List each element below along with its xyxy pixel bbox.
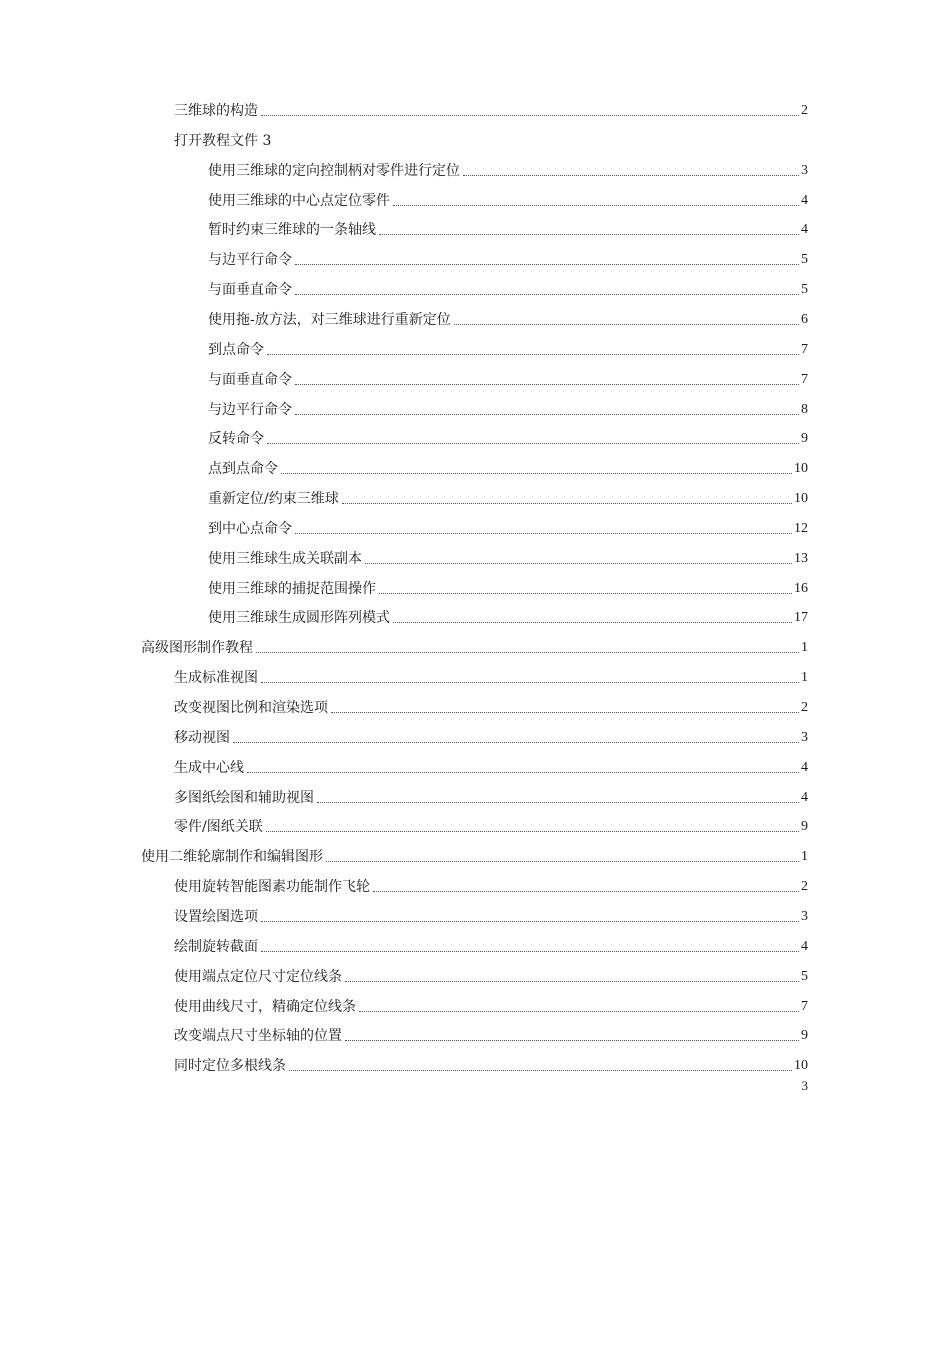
toc-dot-leader (261, 921, 799, 922)
toc-entry[interactable] (141, 836, 808, 866)
toc-dot-leader (233, 742, 799, 743)
toc-entry-label: 生成标准视图 (174, 670, 258, 687)
toc-entry[interactable] (174, 926, 808, 956)
toc-entry[interactable] (174, 747, 808, 777)
toc-entry-label: 使用旋转智能图素功能制作飞轮 (174, 879, 370, 896)
toc-entry-label: 与边平行命令 (208, 252, 292, 269)
toc-entry-page: 4 (801, 222, 808, 238)
toc-entry[interactable] (174, 986, 808, 1016)
toc-entry-label: 使用曲线尺寸，精确定位线条 (174, 998, 356, 1015)
toc-dot-leader (454, 324, 799, 325)
toc-entry-label: 改变视图比例和渲染选项 (174, 700, 328, 716)
toc-entry-label: 到点命令 (208, 341, 264, 358)
toc-entry[interactable] (174, 956, 808, 986)
toc-entry[interactable] (208, 150, 808, 180)
toc-entry-label: 暂时约束三维球的一条轴线 (208, 222, 376, 239)
toc-entry[interactable] (208, 568, 808, 598)
toc-entry-page: 16 (794, 580, 808, 596)
toc-entry-page: 12 (794, 520, 808, 536)
toc-entry[interactable] (174, 717, 808, 747)
toc-dot-leader (266, 831, 799, 832)
toc-dot-leader (256, 652, 799, 653)
toc-entry-page: 7 (801, 371, 808, 387)
toc-dot-leader (342, 503, 792, 504)
toc-entry-label: 使用端点定位尺寸定位线条 (174, 968, 342, 985)
toc-entry-page: 5 (801, 968, 808, 984)
toc-entry[interactable] (208, 359, 808, 389)
toc-dot-leader (379, 234, 799, 235)
toc-entry-label: 到中心点命令 (208, 520, 292, 537)
toc-entry[interactable] (208, 508, 808, 538)
toc-entry-label: 与面垂直命令 (208, 371, 292, 388)
toc-entry[interactable] (208, 239, 808, 269)
toc-entry-label: 多图纸绘图和辅助视图 (174, 789, 314, 806)
toc-entry[interactable] (174, 896, 808, 926)
toc-entry-label: 与面垂直命令 (208, 282, 292, 299)
toc-entry[interactable] (208, 329, 808, 359)
toc-entry-label: 零件/图纸关联 (174, 819, 263, 836)
toc-dot-leader (261, 951, 799, 952)
toc-entry[interactable] (208, 209, 808, 239)
toc-entry-label: 绘制旋转截面 (174, 938, 258, 955)
toc-entry-page: 2 (801, 103, 808, 118)
toc-entry-page: 10 (794, 491, 808, 507)
toc-dot-leader (326, 861, 799, 862)
toc-entry-page: 10 (794, 461, 808, 477)
toc-entry-page: 2 (801, 700, 808, 715)
toc-entry-label: 高级图形制作教程 (141, 640, 253, 657)
toc-entry[interactable] (174, 90, 808, 120)
toc-dot-leader (295, 294, 799, 295)
toc-entry[interactable] (208, 538, 808, 568)
toc-entry-label: 使用三维球生成关联副本 (208, 550, 362, 567)
toc-entry-page: 9 (801, 819, 808, 835)
toc-entry-page: 3 (801, 162, 808, 178)
toc-entry[interactable] (208, 448, 808, 478)
toc-entry-label: 重新定位/约束三维球 (208, 491, 339, 508)
toc-entry-label: 同时定位多根线条 (174, 1058, 286, 1075)
toc-dot-leader (267, 443, 799, 444)
toc-dot-leader (261, 115, 799, 116)
toc-dot-leader (373, 891, 799, 892)
toc-entry-page: 9 (801, 431, 808, 447)
toc-entry-label: 点到点命令 (208, 461, 278, 478)
toc-entry-page: 7 (801, 341, 808, 357)
toc-entry[interactable] (208, 389, 808, 419)
toc-entry-label: 三维球的构造 (174, 103, 258, 119)
toc-entry[interactable] (141, 627, 808, 657)
toc-entry[interactable] (174, 687, 808, 717)
toc-dot-leader (393, 622, 792, 623)
toc-dot-leader (295, 414, 799, 415)
toc-entry-label: 使用三维球的定向控制柄对零件进行定位 (208, 162, 460, 179)
toc-entry-label: 使用三维球的捕捉范围操作 (208, 580, 376, 597)
toc-entry-label: 反转命令 (208, 431, 264, 448)
page-number: 3 (801, 1078, 808, 1093)
toc-dot-leader (379, 593, 792, 594)
toc-entry-page: 5 (801, 282, 808, 298)
toc-entry-label: 生成中心线 (174, 759, 244, 776)
toc-entry-page: 4 (801, 192, 808, 208)
toc-dot-leader (345, 981, 799, 982)
toc-dot-leader (331, 712, 799, 713)
toc-entry[interactable] (174, 1015, 808, 1045)
toc-entry-page: 4 (801, 759, 808, 775)
toc-entry-page: 13 (794, 550, 808, 566)
toc-entry-label: 打开教程文件 3 (174, 132, 272, 149)
toc-entry[interactable] (208, 418, 808, 448)
toc-entry-page: 17 (794, 610, 808, 626)
toc-entry-page: 9 (801, 1028, 808, 1044)
toc-dot-leader (295, 533, 792, 534)
toc-entry-page: 1 (801, 849, 808, 865)
toc-dot-leader (267, 354, 799, 355)
toc-dot-leader (345, 1040, 799, 1041)
toc-entry-label: 移动视图 (174, 729, 230, 746)
toc-dot-leader (261, 682, 799, 683)
toc-entry-page: 7 (801, 998, 808, 1014)
toc-entry-page: 10 (794, 1058, 808, 1074)
toc-entry[interactable] (208, 180, 808, 210)
toc-dot-leader (463, 175, 799, 176)
toc-entry[interactable] (174, 777, 808, 807)
toc-dot-leader (295, 384, 799, 385)
toc-dot-leader (365, 563, 792, 564)
toc-entry-label: 与边平行命令 (208, 401, 292, 418)
toc-entry[interactable] (208, 597, 808, 627)
toc-entry[interactable] (174, 1045, 808, 1075)
toc-entry[interactable] (174, 806, 808, 836)
toc-dot-leader (281, 473, 792, 474)
toc-entry-page: 1 (801, 640, 808, 656)
toc-entry-page: 3 (801, 908, 808, 924)
toc-entry[interactable] (208, 269, 808, 299)
toc-entry-page: 3 (801, 729, 808, 745)
toc-entry-page: 5 (801, 252, 808, 268)
toc-entry-page: 1 (801, 670, 808, 686)
toc-entry-label: 设置绘图选项 (174, 908, 258, 925)
toc-entry-label: 改变端点尺寸坐标轴的位置 (174, 1028, 342, 1045)
toc-entry-page: 6 (801, 311, 808, 327)
toc-dot-leader (359, 1011, 799, 1012)
toc-entry-page: 4 (801, 789, 808, 805)
toc-entry-page: 8 (801, 401, 808, 417)
toc-entry[interactable] (174, 866, 808, 896)
toc-entry-label: 使用二维轮廓制作和编辑图形 (141, 849, 323, 866)
toc-entry-label: 使用三维球的中心点定位零件 (208, 192, 390, 209)
toc-dot-leader (393, 205, 799, 206)
toc-entry-label: 使用拖-放方法，对三维球进行重新定位 (208, 311, 451, 328)
toc-dot-leader (317, 802, 799, 803)
toc-entry-page: 4 (801, 938, 808, 954)
toc-dot-leader (295, 264, 799, 265)
toc-entry[interactable] (174, 657, 808, 687)
toc-dot-leader (247, 772, 799, 773)
toc-entry-page: 2 (801, 879, 808, 895)
toc-entry-label: 使用三维球生成圆形阵列模式 (208, 610, 390, 627)
toc-dot-leader (289, 1070, 792, 1071)
toc-entry[interactable] (208, 478, 808, 508)
toc-entry[interactable] (208, 299, 808, 329)
toc-entry[interactable] (174, 120, 808, 150)
